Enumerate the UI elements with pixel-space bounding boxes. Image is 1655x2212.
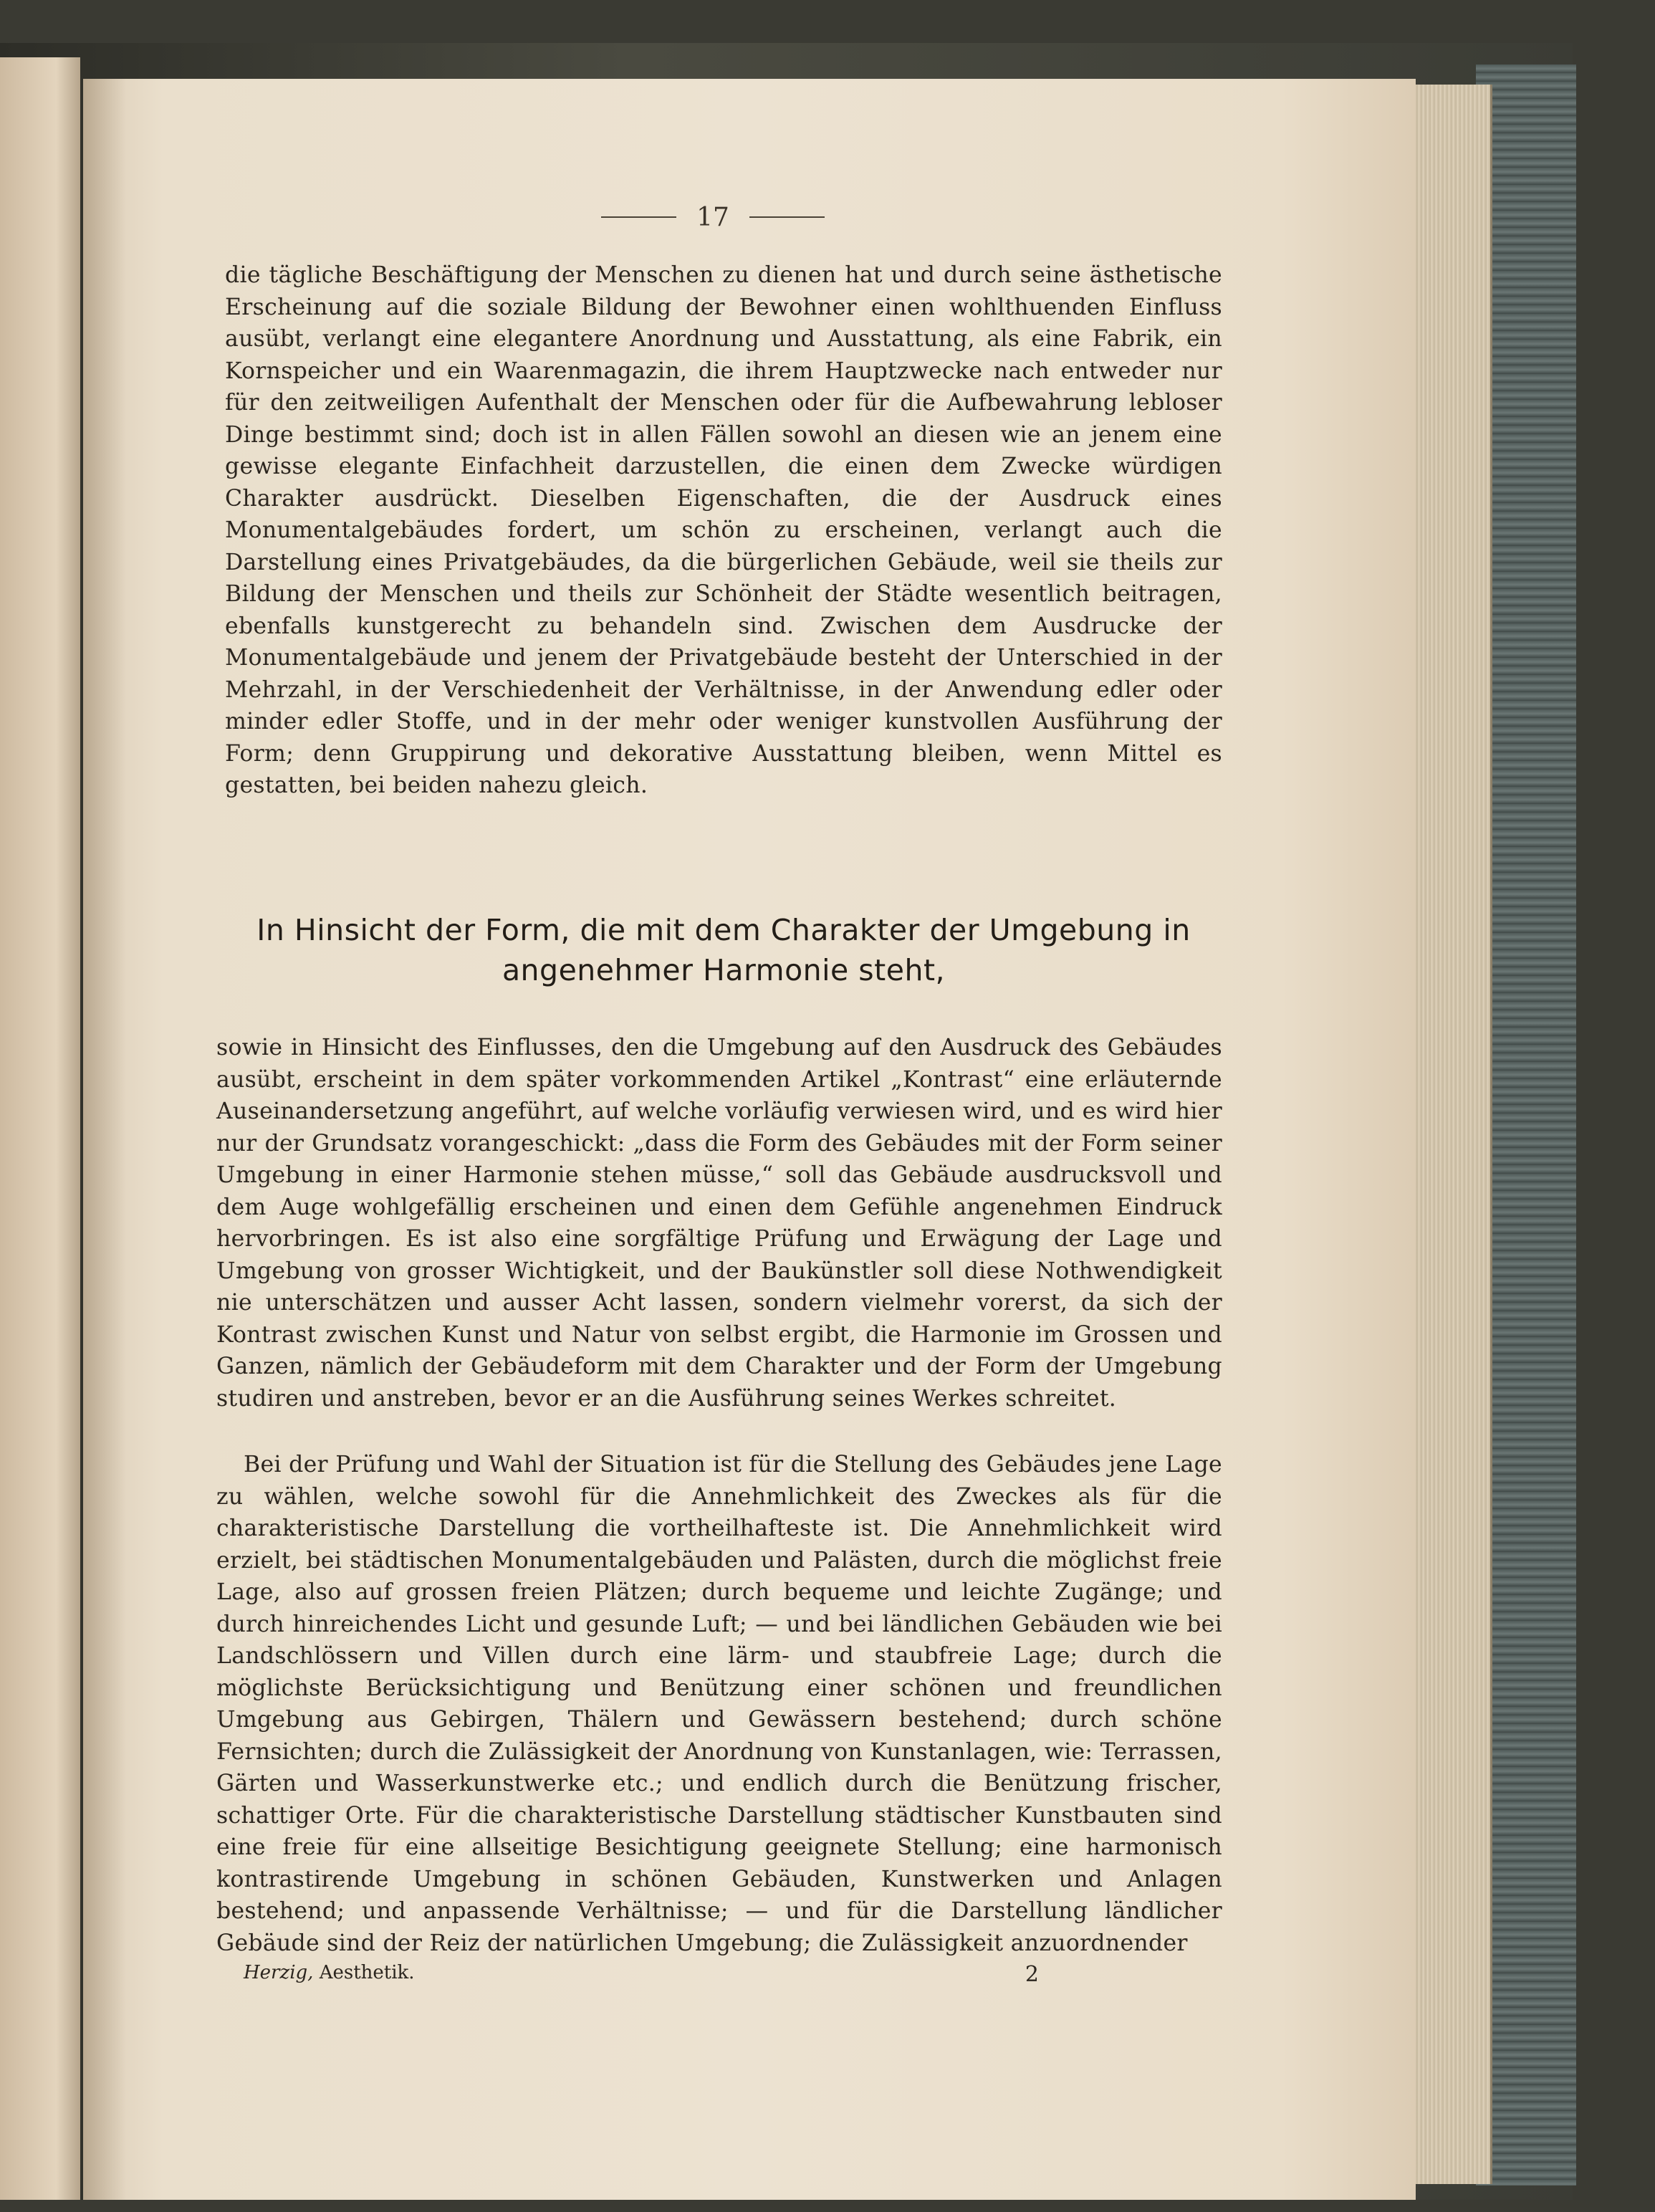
footer-title: Aesthetik. (319, 1962, 415, 1983)
section-heading (215, 910, 1232, 990)
gutter-shadow (83, 79, 126, 2200)
section-heading-line-1: In Hinsicht der Form, die mit dem Charakter der Umgebung in (256, 913, 1191, 947)
running-head (587, 199, 838, 235)
facing-page-edge (0, 57, 80, 2200)
page-number: 17 (696, 202, 729, 232)
header-rule-right (749, 216, 825, 218)
section-heading-line-2: angenehmer Harmonie steht, (502, 953, 946, 987)
paragraph-1: die tägliche Beschäftigung der Menschen zu dienen hat und durch seine ästhetische Erscheinung auf die soziale Bildung der Bewohner einen wohlthuenden Einfluss ausübt, verlangt eine elegantere Anordnung und Ausstattung, als eine Fabrik, ein Kornspeicher und ein Waarenmagazin, die ihrem Hauptzwecke nach entweder nur für den zeitweiligen Aufenthalt der Menschen oder für die Aufbewahrung lebloser Dinge bestimmt sind; doch ist in allen Fällen sowohl an diesen wie an jenem eine gewisse elegante Einfachheit darzustellen, die einen dem Zwecke würdigen Charakter ausdrückt. Dieselben Eigenschaften, die der Ausdruck eines Monumentalgebäudes fordert, um schön zu erscheinen, verlangt auch die Darstellung eines Privatgebäudes, da die bürgerlichen Gebäude, weil sie theils zur Bildung der Menschen und theils zur Schönheit der Städte wesentlich beitragen, ebenfalls kunstgerecht zu behandeln sind. Zwischen dem Ausdrucke der Monumentalgebäude und jenem der Privatgebäude besteht der Unterschied in der Mehrzahl, in der Verschiedenheit der Verhältnisse, in der Anwendung edler oder minder edler Stoffe, und in der mehr oder weniger kunstvollen Ausführung der Form; denn Gruppirung und dekorative Ausstattung bleiben, wenn Mittel es gestatten, bei beiden nahezu gleich. (225, 262, 1222, 798)
paragraph-2: sowie in Hinsicht des Einflusses, den die Umgebung auf den Ausdruck des Gebäudes ausübt, erscheint in dem später vorkommenden Artikel „Kontrast“ eine erläuternde Auseinandersetzung angeführt, auf welche vorläufig verwiesen wird, und es wird hier nur der Grundsatz vorangeschickt: „dass die Form des Gebäudes mit der Form seiner Umgebung in einer Harmonie stehen müsse,“ soll das Gebäude ausdrucksvoll und dem Auge wohlgefällig erscheinen und einen dem Gefühle angenehmen Eindruck hervorbringen. Es ist also eine sorgfältige Prüfung und Erwägung der Lage und Umgebung von grosser Wichtigkeit, und der Baukünstler soll diese Nothwendigkeit nie unterschätzen und ausser Acht lassen, sondern vielmehr vorerst, da sich der Kontrast zwischen Kunst und Natur von selbst ergibt, die Harmonie im Grossen und Ganzen, nämlich der Gebäudeform mit dem Charakter und der Form der Umgebung studiren und anstreben, bevor er an die Ausführung seines Werkes schreitet. (216, 1035, 1222, 1412)
footer-author: Herzig, (244, 1962, 314, 1983)
page-edges (1415, 85, 1492, 2184)
paragraph-3 (216, 1449, 1222, 1959)
paragraph-3-text: Bei der Prüfung und Wahl der Situation ist für die Stellung des Gebäudes jene Lage zu wählen, welche sowohl für die Annehmlichkeit des Zweckes als für die charakteristische Darstellung die vortheilhafteste ist. Die Annehmlichkeit wird erzielt, bei städtischen Monumentalgebäuden und Palästen, durch die möglichst freie Lage, also auf grossen freien Plätzen; durch bequeme und leichte Zugänge; und durch hinreichendes Licht und gesunde Luft; — und bei ländlichen Gebäuden wie bei Landschlössern und Villen durch eine lärm- und staubfreie Lage; durch die möglichste Berücksichtigung und Benützung einer schönen und freundlichen Umgebung aus Gebirgen, Thälern und Gewässern bestehend; durch schöne Fernsichten; durch die Zulässigkeit der Anordnung von Kunstanlagen, wie: Terrassen, Gärten und Wasserkunstwerke etc.; und endlich durch die Benützung frischer, schattiger Orte. Für die charakteristische Darstellung städtischer Kunstbauten sind eine freie für eine allseitige Besichtigung geeignete Stellung; eine harmonisch kontrastirende Umgebung in schönen Gebäuden, Kunstwerken und Anlagen bestehend; und anpassende Verhältnisse; — und für die Darstellung ländlicher Gebäude sind der Reiz der natürlichen Umgebung; die Zulässigkeit anzuordnender (216, 1452, 1222, 1956)
page-footer (244, 1962, 1046, 1987)
header-rule-left (601, 216, 676, 218)
signature-mark: 2 (1025, 1962, 1039, 1987)
footer-citation (244, 1962, 415, 1987)
